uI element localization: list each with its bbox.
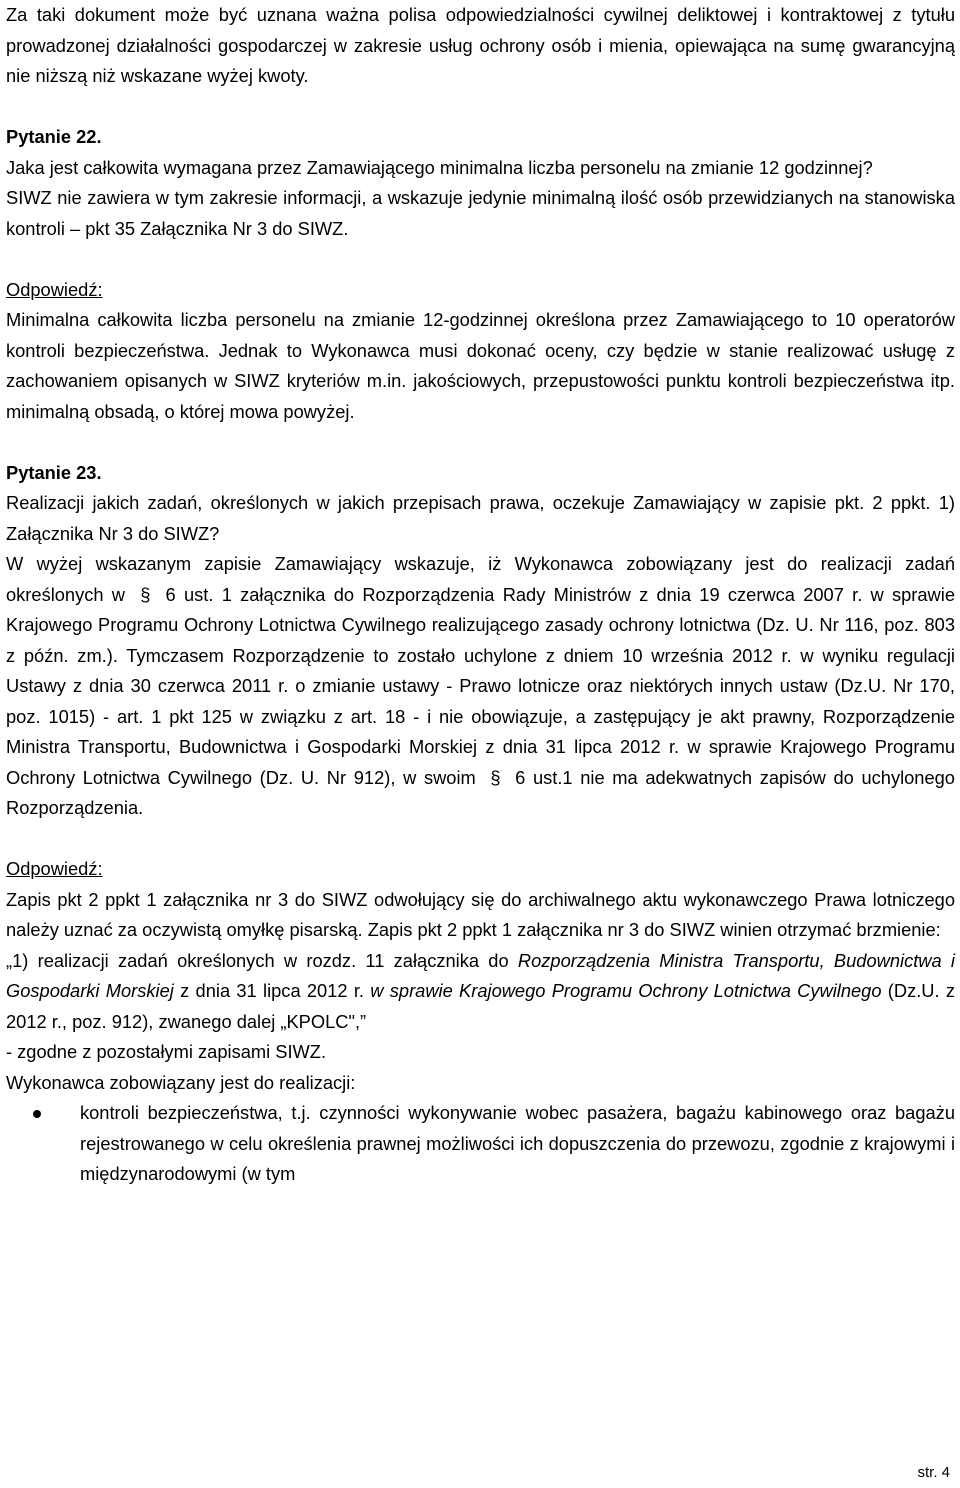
answer-22-label-line	[6, 275, 955, 306]
quote-date: z dnia 31 lipca 2012 r.	[180, 980, 364, 1001]
intro-paragraph: Za taki dokument może być uznana ważna polisa odpowiedzialności cywilnej deliktowej i kontraktowej z tytułu prowadzonej działalności gospodarczej w zakresie usług ochrony osób i mienia, opiewająca na sumę gwarancyjną nie niższą niż wskazane wyżej kwoty.	[6, 4, 955, 86]
answer-23-quote	[6, 946, 955, 1038]
spacer	[6, 824, 955, 855]
answer-23-label: Odpowiedź:	[6, 858, 103, 879]
question-22-heading: Pytanie 22.	[6, 126, 102, 147]
section-symbol: §	[490, 766, 501, 788]
quote-regulation-title: Rozporządzenia Ministra Transportu, Budownictwa i Gospodarki Morskiej	[6, 949, 955, 1001]
section-symbol: §	[140, 583, 151, 605]
bullet-list	[6, 1098, 955, 1190]
page-number: str. 4	[917, 1464, 950, 1481]
obligation-line: Wykonawca zobowiązany jest do realizacji:	[6, 1071, 356, 1093]
answer-23-intro: Zapis pkt 2 ppkt 1 załącznika nr 3 do SIWZ odwołujący się do archiwalnego aktu wykonawczego Prawa lotniczego należy uznać za oczywistą omyłkę pisarską. Zapis pkt 2 ppkt 1 załącznika nr 3 do SIWZ winien otrzymać brzmienie:	[6, 888, 955, 940]
question-23-text: Realizacji jakich zadań, określonych w jakich przepisach prawa, oczekuje Zamawiający w zapisie pkt. 2 ppkt. 1) Załącznika Nr 3 do SIWZ?	[6, 492, 955, 544]
document-page	[6, 0, 955, 1190]
answer-23-label-line	[6, 854, 955, 885]
quote-end: (Dz.U. z 2012 r., poz. 912), zwanego dalej „KPOLC",”	[6, 980, 956, 1032]
spacer	[6, 427, 955, 458]
question-23-note-part3: 6 ust.1 nie ma adekwatnych zapisów do uchylonego Rozporządzenia.	[6, 766, 955, 818]
answer-22-text: Minimalna całkowita liczba personelu na zmianie 12-godzinnej określona przez Zamawiającego to 10 operatorów kontroli bezpieczeństwa. Jednak to Wykonawca musi dokonać oceny, czy będzie w stanie realizować usługę z zachowaniem opisanych w SIWZ kryteriów m.in. jakościowych, przepustowości punktu kontroli bezpieczeństwa itp. minimalną obsadą, o której mowa powyżej.	[6, 309, 955, 422]
quote-program-title: w sprawie Krajowego Programu Ochrony Lotnictwa Cywilnego	[370, 980, 882, 1001]
answer-22-label: Odpowiedź:	[6, 278, 103, 300]
question-23-note-part1: W wyżej wskazanym zapisie Zamawiający wskazuje, iż Wykonawca zobowiązany jest do realizacji zadań określonych w	[6, 553, 955, 605]
question-23-note	[6, 549, 955, 824]
bullet-icon	[33, 1110, 41, 1118]
quote-start: „1) realizacji zadań określonych w rozdz. 11 załącznika do	[6, 949, 509, 971]
spacer	[6, 244, 955, 275]
question-22-note: SIWZ nie zawiera w tym zakresie informacji, a wskazuje jedynie minimalną ilość osób przewidzianych na stanowiska kontroli – pkt 35 Załącznika Nr 3 do SIWZ.	[6, 187, 955, 239]
document-body	[6, 0, 955, 1190]
question-23-note-part2: 6 ust. 1 załącznika do Rozporządzenia Rady Ministrów z dnia 19 czerwca 2007 r. w sprawie Krajowego Programu Ochrony Lotnictwa Cywilnego realizującego zasady ochrony lotnictwa (Dz. U. Nr 116, poz. 803 z późn. zm.). Tymczasem Rozporządzenie to zostało uchylone z dniem 10 września 2012 r. w wyniku regulacji Ustawy z dnia 30 czerwca 2011 r. o zmianie ustawy - Prawo lotnicze oraz niektórych innych ustaw (Dz.U. Nr 170, poz. 1015) - art. 1 pkt 125 w związku z art. 18 - i nie obowiązuje, a zastępujący je akt prawny, Rozporządzenie Ministra Transportu, Budownictwa i Gospodarki Morskiej z dnia 31 lipca 2012 r. w sprawie Krajowego Programu Ochrony Lotnictwa Cywilnego (Dz. U. Nr 912), w swoim	[6, 583, 955, 788]
question-23-heading: Pytanie 23.	[6, 461, 102, 483]
bullet-item: kontroli bezpieczeństwa, t.j. czynności wykonywanie wobec pasażera, bagażu kabinowego oraz bagażu rejestrowanego w celu określenia prawnej możliwości ich dopuszczenia do przewozu, zgodnie z krajowymi i międzynarodowymi (w tym	[80, 1102, 955, 1184]
question-22-text: Jaka jest całkowita wymagana przez Zamawiającego minimalna liczba personelu na zmianie 12 godzinnej?	[6, 156, 873, 178]
consistent-line: - zgodne z pozostałymi zapisami SIWZ.	[6, 1041, 327, 1062]
spacer	[6, 92, 955, 123]
